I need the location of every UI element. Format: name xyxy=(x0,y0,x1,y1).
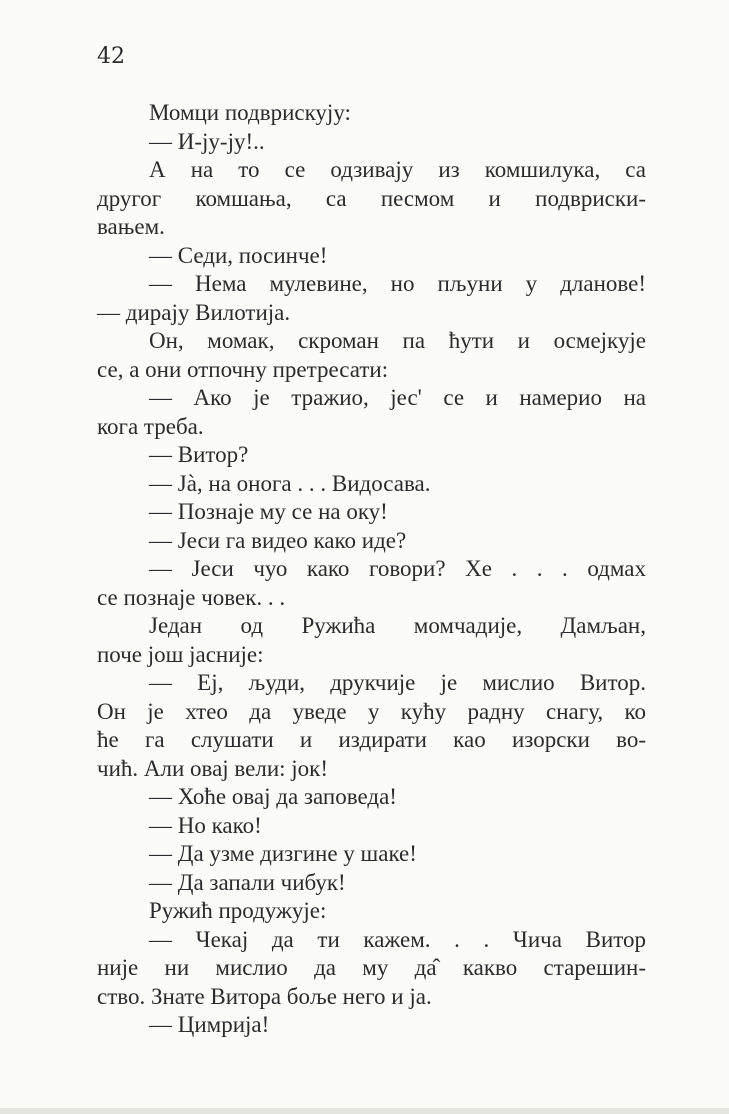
text-line: Један од Ружића момчадије, Дамљан, xyxy=(149,613,646,638)
text-line: Он, момак, скроман па ћути и осмејкује xyxy=(149,328,646,353)
text-line: Ружић продужује: xyxy=(149,898,327,923)
text-line: — Но како! xyxy=(149,812,262,838)
text-line: се познаје човек. . . xyxy=(97,584,286,610)
body-text xyxy=(97,99,646,1040)
text-line: — Нема мулевине, но пљуни у дланове! xyxy=(149,271,646,296)
text-line: вањем. xyxy=(97,214,165,239)
text-line: А на то се одзивају из комшилука, са xyxy=(149,157,646,182)
text-line: — дирају Вилотија. xyxy=(97,299,291,325)
text-line: се, а они отпочну претресати: xyxy=(97,356,389,382)
text-line: — Јеси га видео како иде? xyxy=(149,527,407,553)
text-line: — Хоће овај да заповеда! xyxy=(149,784,397,809)
text-line: ство. Знате Витора боље него и ја. xyxy=(97,983,432,1009)
text-line: кога треба. xyxy=(97,413,204,439)
text-line: није ни мислио да му да̂ какво старешин- xyxy=(97,955,646,980)
text-line: другог комшања, са песмом и подвриски- xyxy=(97,185,646,211)
text-line: чић. Али овај вели: јок! xyxy=(97,755,329,781)
text-line: — Jà, на онога . . . Видосава. xyxy=(149,470,431,496)
text-line: поче још јасније: xyxy=(97,641,264,667)
text-line: — Да запали чибук! xyxy=(149,869,346,895)
text-line: — Ако је тражио, јес' се и намерио на xyxy=(149,385,646,410)
page-bottom-edge xyxy=(0,1108,729,1114)
text-line: — Јеси чуо како говори? Хе . . . одмах xyxy=(149,556,646,581)
page-number: 42 xyxy=(97,44,125,69)
text-line: Момци подврискују: xyxy=(149,100,351,125)
text-line: — Познаје му се на оку! xyxy=(149,499,388,524)
text-line: — Да узме дизгине у шаке! xyxy=(149,841,417,866)
text-line: ће га слушати и издирати као изорски во- xyxy=(97,727,646,752)
text-line: — И-ју-ју!.. xyxy=(149,128,265,154)
text-line: Он је хтео да уведе у кућу радну снагу, ко xyxy=(97,698,646,724)
text-line: — Седи, посинче! xyxy=(149,242,328,268)
text-line: — Еј, људи, друкчије је мислио Витор. xyxy=(149,670,646,695)
text-line: — Чекај да ти кажем. . . Чича Витор xyxy=(149,926,646,952)
text-line: — Цимрија! xyxy=(149,1012,270,1037)
text-line: — Витор? xyxy=(149,442,249,467)
